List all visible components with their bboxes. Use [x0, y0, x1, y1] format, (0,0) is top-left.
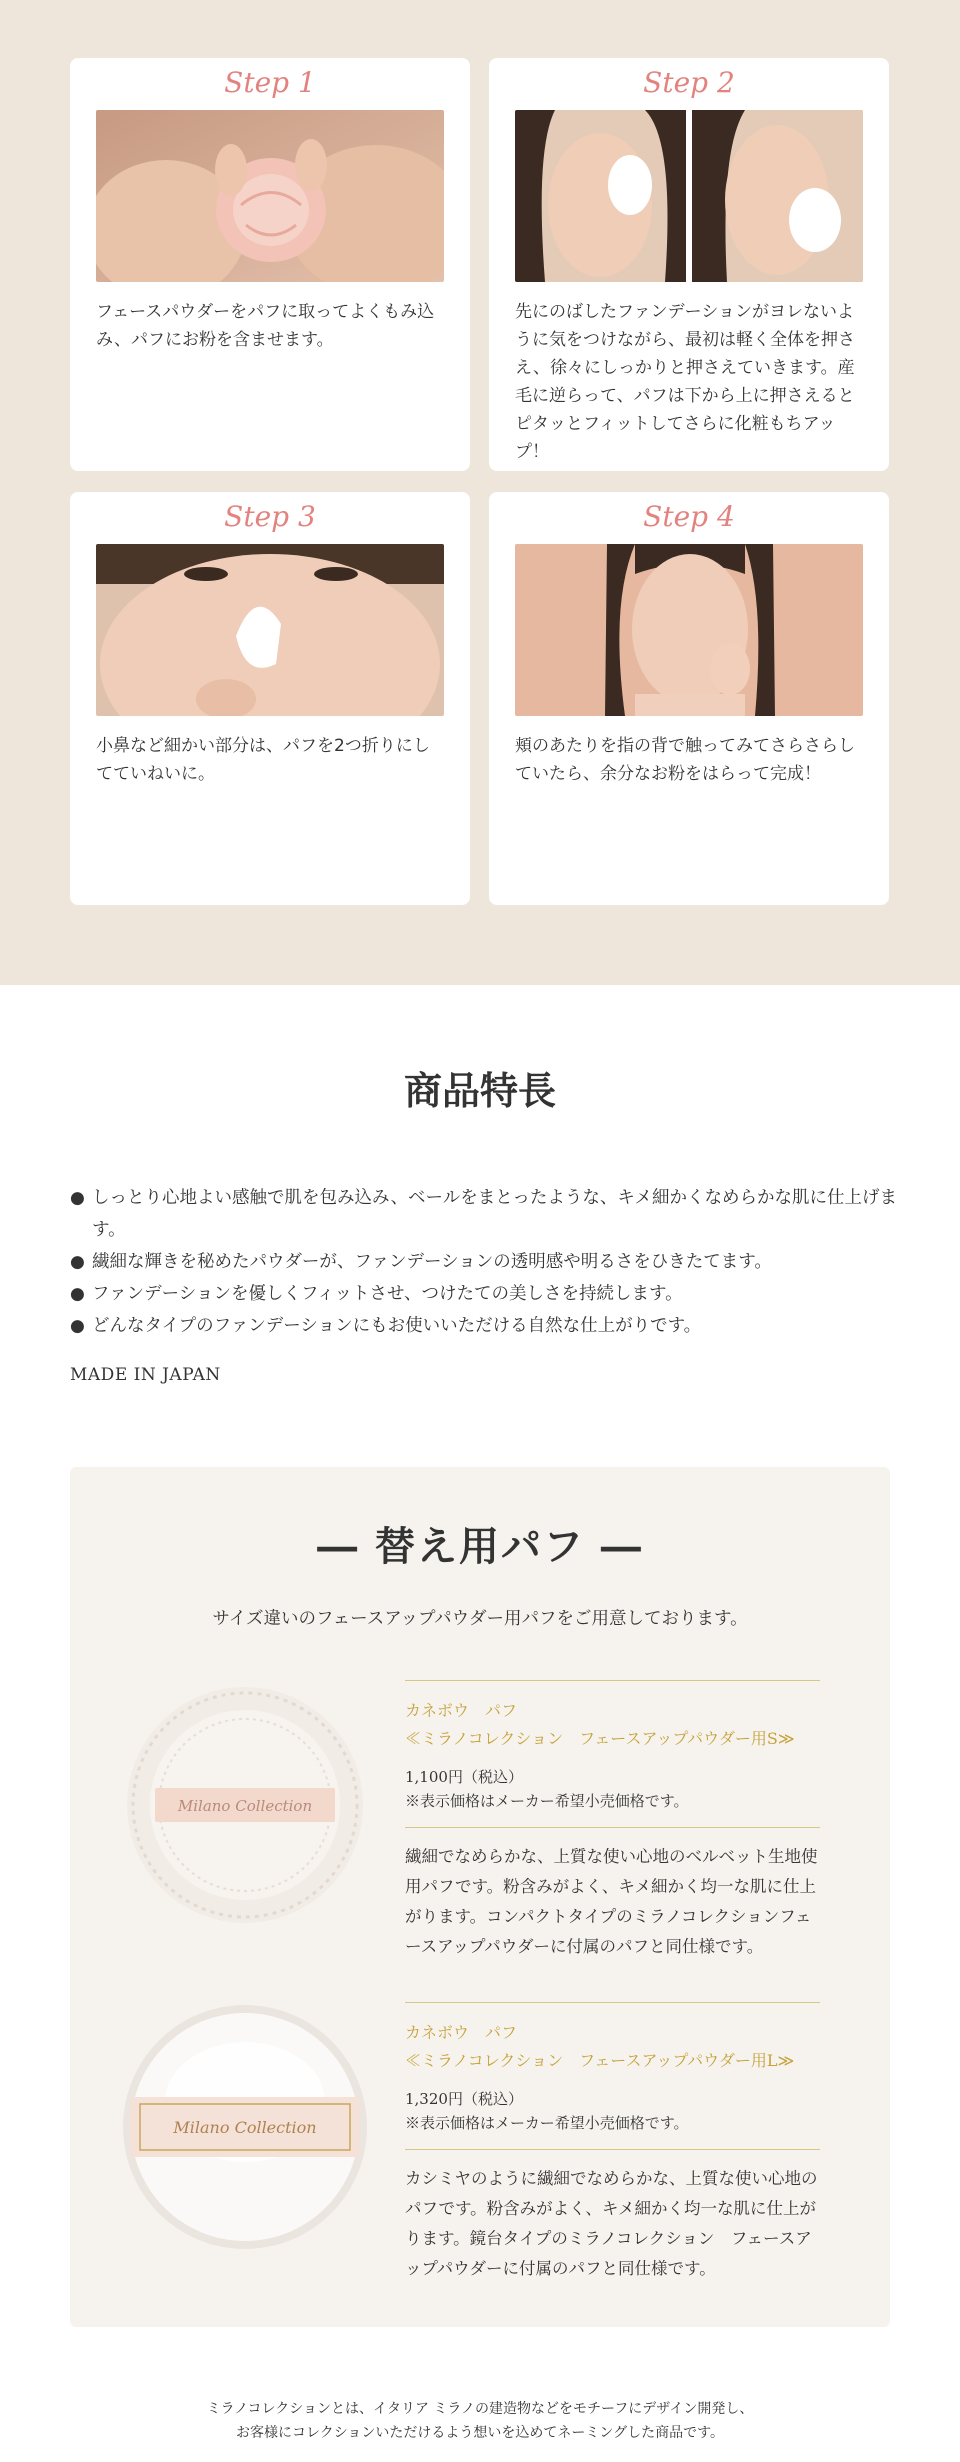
- step-title: Step 1: [224, 66, 316, 99]
- feature-item: ● 繊細な輝きを秘めたパウダーが、ファンデーションの透明感や明るさをひきたてます。: [70, 1246, 900, 1278]
- refill-intro: サイズ違いのフェースアップパウダー用パフをご用意しております。: [212, 1609, 748, 1629]
- price-note: ※表示価格はメーカー希望小売価格です。: [405, 2114, 689, 2132]
- product-brand: カネボウ パフ: [405, 2023, 518, 2042]
- step-title: Step 3: [224, 500, 316, 533]
- step-title: Step 4: [643, 500, 735, 533]
- step-1-photo-hands-kneading-puff: [96, 110, 444, 282]
- step-4-photo-woman-touching-cheek: [515, 544, 863, 716]
- step-card-2: [489, 58, 889, 471]
- footer-note: [0, 2397, 960, 2445]
- features-title: 商品特長: [403, 1068, 556, 1113]
- product-description: 繊細でなめらかな、上質な使い心地のベルベット生地使用パフです。粉含みがよく、キメ細かく均一な肌に仕上がります。コンパクトタイプのミラノコレクションフェースアップパウダーに付属のパフと同仕様です。: [405, 1847, 818, 1956]
- step-description: フェースパウダーをパフに取ってよくもみ込み、パフにお粉を含ませます。: [96, 302, 435, 350]
- product-puff-l: [405, 2002, 820, 2284]
- step-card-4: [489, 492, 889, 905]
- footer-line: お客様にコレクションいただけるよう想いを込めてネーミングした商品です。: [235, 2425, 725, 2441]
- steps-section: [0, 0, 960, 985]
- step-card-3: [70, 492, 470, 905]
- puff-l-image: [120, 2002, 370, 2256]
- refill-title: ― 替え用パフ ―: [317, 1523, 643, 1570]
- footer-line: ミラノコレクションとは、イタリア ミラノの建造物などをモチーフにデザイン開発し、: [206, 2401, 754, 2417]
- features-list: [70, 1182, 900, 1342]
- product-description: カシミヤのように繊細でなめらかな、上質な使い心地のパフです。粉含みがよく、キメ細かく均一な肌に仕上がります。鏡台タイプのミラノコレクション フェースアップパウダーに付属のパフと同仕様です。: [405, 2169, 818, 2278]
- feature-item: ● しっとり心地よい感触で肌を包み込み、ベールをまとったような、キメ細かくなめらかな肌に仕上げます。: [70, 1182, 900, 1246]
- feature-item: ● ファンデーションを優しくフィットさせ、つけたての美しさを持続します。: [70, 1278, 900, 1310]
- product-brand: カネボウ パフ: [405, 1701, 518, 1720]
- puff-label: Milano Collection: [173, 2118, 317, 2137]
- step-description: 頬のあたりを指の背で触ってみてさらさらしていたら、余分なお粉をはらって完成！: [515, 736, 855, 784]
- product-puff-s: [405, 1680, 820, 1962]
- product-name: ≪ミラノコレクション フェースアップパウダー用L≫: [405, 2051, 795, 2070]
- refill-puff-section: [70, 1467, 890, 2327]
- step-title: Step 2: [643, 66, 735, 99]
- made-in-label: MADE IN JAPAN: [70, 1365, 221, 1385]
- puff-label: Milano Collection: [177, 1797, 313, 1815]
- step-3-photo-folded-puff-nose: [96, 544, 444, 716]
- price-note: ※表示価格はメーカー希望小売価格です。: [405, 1792, 689, 1810]
- puff-s-image: [120, 1685, 370, 1929]
- step-2-photo-woman-pressing-puff: [515, 110, 863, 282]
- feature-item: ● どんなタイプのファンデーションにもお使いいただける自然な仕上がりです。: [70, 1310, 900, 1342]
- step-card-1: [70, 58, 470, 471]
- product-name: ≪ミラノコレクション フェースアップパウダー用S≫: [405, 1729, 795, 1748]
- step-description: 小鼻など細かい部分は、パフを2つ折りにしてていねいに。: [96, 736, 430, 784]
- step-description: 先にのばしたファンデーションがヨレないように気をつけながら、最初は軽く全体を押さえ、徐々にしっかりと押さえていきます。産毛に逆らって、パフは下から上に押さえるとピタッとフィットしてさらに化粧もちアップ！: [515, 302, 855, 462]
- product-price: 1,320円（税込）: [405, 2090, 523, 2108]
- product-price: 1,100円（税込）: [405, 1768, 523, 1786]
